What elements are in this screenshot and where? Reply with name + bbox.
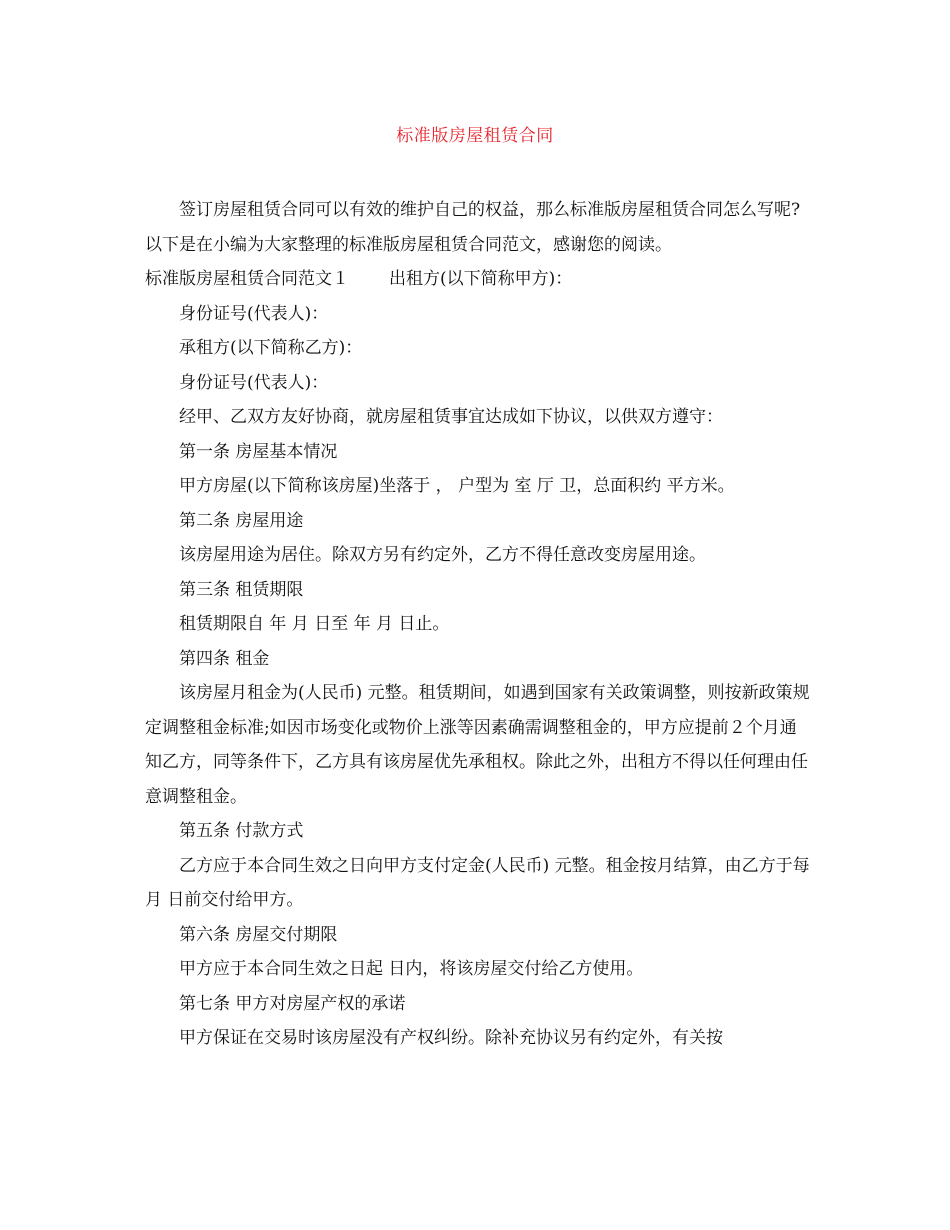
document-body	[145, 193, 810, 1056]
article-6-text: 甲方应于本合同生效之日起 日内，将该房屋交付给乙方使用。	[179, 959, 644, 979]
lessor-label: 出租方(以下简称甲方)：	[389, 269, 573, 289]
article-2-heading: 第二条 房屋用途	[179, 510, 304, 531]
lessor-id-label: 身份证号(代表人)：	[179, 303, 329, 324]
lessee-id-label: 身份证号(代表人)：	[179, 372, 329, 393]
article-4-heading: 第四条 租金	[179, 648, 270, 669]
article-6-heading: 第六条 房屋交付期限	[179, 924, 338, 945]
article-5-text: 乙方应于本合同生效之日向甲方支付定金(人民币) 元整。租金按月结算，由乙方于每月 日前交付给甲方。	[145, 855, 810, 910]
article-1-text: 甲方房屋(以下简称该房屋)坐落于 ， 户型为 室 厅 卫，总面积约 平方米。	[179, 476, 735, 496]
lessee-label: 承租方(以下简称乙方)：	[179, 338, 363, 358]
article-4-text: 该房屋月租金为(人民币) 元整。租赁期间，如遇到国家有关政策调整，则按新政策规定调整租金标准;如因市场变化或物价上涨等因素确需调整租金的，甲方应提前２个月通知乙方，同等条件下，乙方具有该房屋优先承租权。除此之外，出租方不得以任何理由任意调整租金。	[145, 683, 810, 807]
article-1-heading: 第一条 房屋基本情况	[179, 441, 338, 462]
article-2-text: 该房屋用途为居住。除双方另有约定外，乙方不得任意改变房屋用途。	[179, 545, 706, 565]
article-7-heading: 第七条 甲方对房屋产权的承诺	[179, 993, 406, 1014]
document-title: 标准版房屋租赁合同	[396, 126, 554, 146]
article-5-heading: 第五条 付款方式	[179, 821, 304, 841]
sample-heading-line	[145, 262, 810, 297]
intro-paragraph: 签订房屋租赁合同可以有效的维护自己的权益，那么标准版房屋租赁合同怎么写呢?以下是在小编为大家整理的标准版房屋租赁合同范文，感谢您的阅读。	[145, 200, 801, 255]
article-7-text: 甲方保证在交易时该房屋没有产权纠纷。除补充协议另有约定外，有关按	[179, 1028, 723, 1048]
agreement-intro: 经甲、乙双方友好协商，就房屋租赁事宜达成如下协议，以供双方遵守：	[179, 407, 723, 427]
sample-heading: 标准版房屋租赁合同范文１	[145, 269, 349, 289]
article-3-heading: 第三条 租赁期限	[179, 579, 304, 600]
article-3-text: 租赁期限自 年 月 日至 年 月 日止。	[179, 614, 450, 634]
